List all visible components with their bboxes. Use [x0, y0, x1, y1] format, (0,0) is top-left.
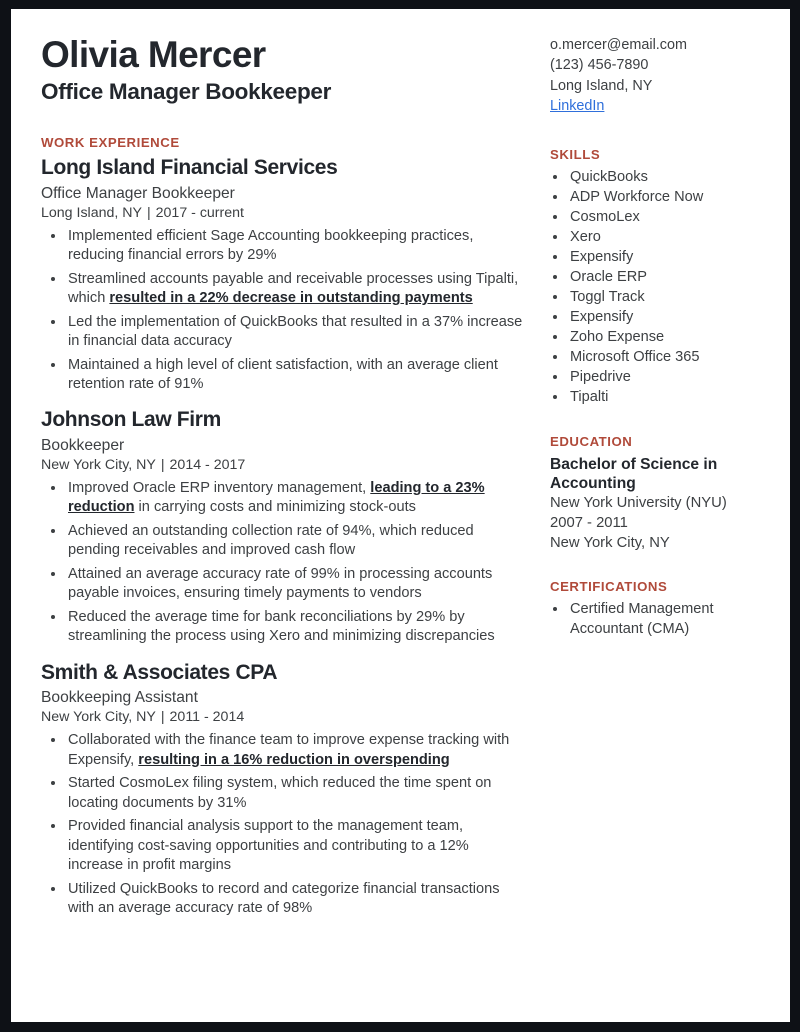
job-bullet-list	[41, 479, 527, 647]
candidate-headline: Office Manager Bookkeeper	[41, 78, 332, 104]
resume-page	[11, 9, 790, 1022]
education-section	[550, 434, 760, 554]
bullet-emphasis: resulting in a 16% reduction in overspending	[138, 751, 450, 768]
skills-section	[550, 147, 760, 408]
job-meta-separator: |	[146, 204, 151, 221]
certifications-heading: CERTIFICATIONS	[550, 579, 668, 595]
education-location: New York City, NY	[550, 534, 670, 551]
skill-item: • Pipedrive	[568, 368, 760, 388]
job-entry	[41, 408, 527, 646]
contact-email: o.mercer@email.com	[550, 37, 687, 53]
job-bullet: • Attained an average accuracy rate of 99% in processing accounts payable invoices, ensuring timely payments to vendors	[66, 565, 527, 604]
skill-item: • QuickBooks	[568, 168, 760, 188]
main-column	[41, 35, 541, 1002]
job-bullet: • Streamlined accounts payable and receivable processes using Tipalti, which resulted in a 22% decrease in outstanding payments	[66, 270, 527, 309]
certifications-section	[550, 579, 760, 640]
job-bullet: • Implemented efficient Sage Accounting bookkeeping practices, reducing financial errors by 29%	[66, 227, 527, 266]
contact-linkedin	[550, 96, 760, 116]
job-bullet: • Achieved an outstanding collection rate of 94%, which reduced pending receivables and improved cash flow	[66, 522, 527, 561]
contact-phone: (123) 456-7890	[550, 57, 649, 74]
job-bullet: • Led the implementation of QuickBooks that resulted in a 37% increase in financial data accuracy	[66, 313, 527, 352]
education-degree: Bachelor of Science in Accounting	[550, 455, 718, 492]
job-list	[41, 156, 527, 918]
job-role: Bookkeeper	[41, 436, 125, 454]
job-dates: 2014 - 2017	[169, 457, 246, 474]
linkedin-link[interactable]: LinkedIn	[550, 98, 605, 115]
job-meta	[41, 204, 527, 224]
skills-list	[550, 168, 760, 408]
resume-header	[41, 35, 527, 105]
skill-item: • Microsoft Office 365	[568, 348, 760, 368]
contact-block	[550, 35, 760, 117]
job-bullet: • Maintained a high level of client satisfaction, with an average client retention rate of 91%	[66, 356, 527, 395]
certification-item: • Certified Management Accountant (CMA)	[568, 600, 760, 640]
job-bullet: • Collaborated with the finance team to improve expense tracking with Expensify, resulting in a 16% reduction in overspending	[66, 731, 527, 770]
job-role: Office Manager Bookkeeper	[41, 184, 235, 202]
job-bullet: • Utilized QuickBooks to record and categorize financial transactions with an average accuracy rate of 98%	[66, 880, 527, 919]
job-bullet: • Provided financial analysis support to the management team, identifying cost-saving opportunities and contributing to a 12% increase in profit margins	[66, 817, 527, 875]
skill-item: • Expensify	[568, 308, 760, 328]
contact-location: Long Island, NY	[550, 77, 653, 94]
skill-item: • Tipalti	[568, 388, 760, 408]
job-entry	[41, 661, 527, 919]
job-bullet: • Improved Oracle ERP inventory management, leading to a 23% reduction in carrying costs and minimizing stock-outs	[66, 479, 527, 518]
bullet-emphasis: leading to a 23% reduction	[68, 480, 485, 516]
job-location: Long Island, NY	[41, 204, 142, 221]
job-bullet-list	[41, 227, 527, 395]
job-organization: Johnson Law Firm	[41, 408, 221, 432]
education-dates: 2007 - 2011	[550, 514, 628, 531]
skill-item: • CosmoLex	[568, 208, 760, 228]
job-meta	[41, 456, 527, 476]
job-dates: 2017 - current	[155, 204, 244, 221]
job-meta-separator: |	[160, 457, 165, 474]
certifications-list	[550, 600, 760, 640]
job-organization: Smith & Associates CPA	[41, 660, 278, 684]
side-column	[541, 35, 760, 1002]
job-location: New York City, NY	[41, 457, 156, 474]
job-role: Bookkeeping Assistant	[41, 689, 198, 707]
bullet-emphasis: resulted in a 22% decrease in outstanding payments	[109, 289, 473, 306]
skill-item: • Xero	[568, 228, 760, 248]
job-dates: 2011 - 2014	[169, 709, 245, 726]
education-school: New York University (NYU)	[550, 495, 727, 512]
candidate-name: Olivia Mercer	[41, 34, 266, 75]
education-heading: EDUCATION	[550, 433, 633, 449]
job-meta	[41, 708, 527, 728]
skill-item: • Toggl Track	[568, 288, 760, 308]
job-organization: Long Island Financial Services	[41, 155, 338, 179]
job-meta-separator: |	[160, 709, 165, 726]
skill-item: • Expensify	[568, 248, 760, 268]
skills-heading: SKILLS	[550, 146, 601, 162]
work-experience-section	[41, 135, 527, 918]
skill-item: • ADP Workforce Now	[568, 188, 760, 208]
job-entry	[41, 156, 527, 394]
skill-item: • Oracle ERP	[568, 268, 760, 288]
job-location: New York City, NY	[41, 709, 156, 726]
job-bullet-list	[41, 731, 527, 918]
job-bullet: • Started CosmoLex filing system, which reduced the time spent on locating documents by 31%	[66, 774, 527, 813]
job-bullet: • Reduced the average time for bank reconciliations by 29% by streamlining the process using Xero and minimizing discrepancies	[66, 608, 527, 647]
skill-item: • Zoho Expense	[568, 328, 760, 348]
work-experience-heading: WORK EXPERIENCE	[41, 134, 180, 150]
